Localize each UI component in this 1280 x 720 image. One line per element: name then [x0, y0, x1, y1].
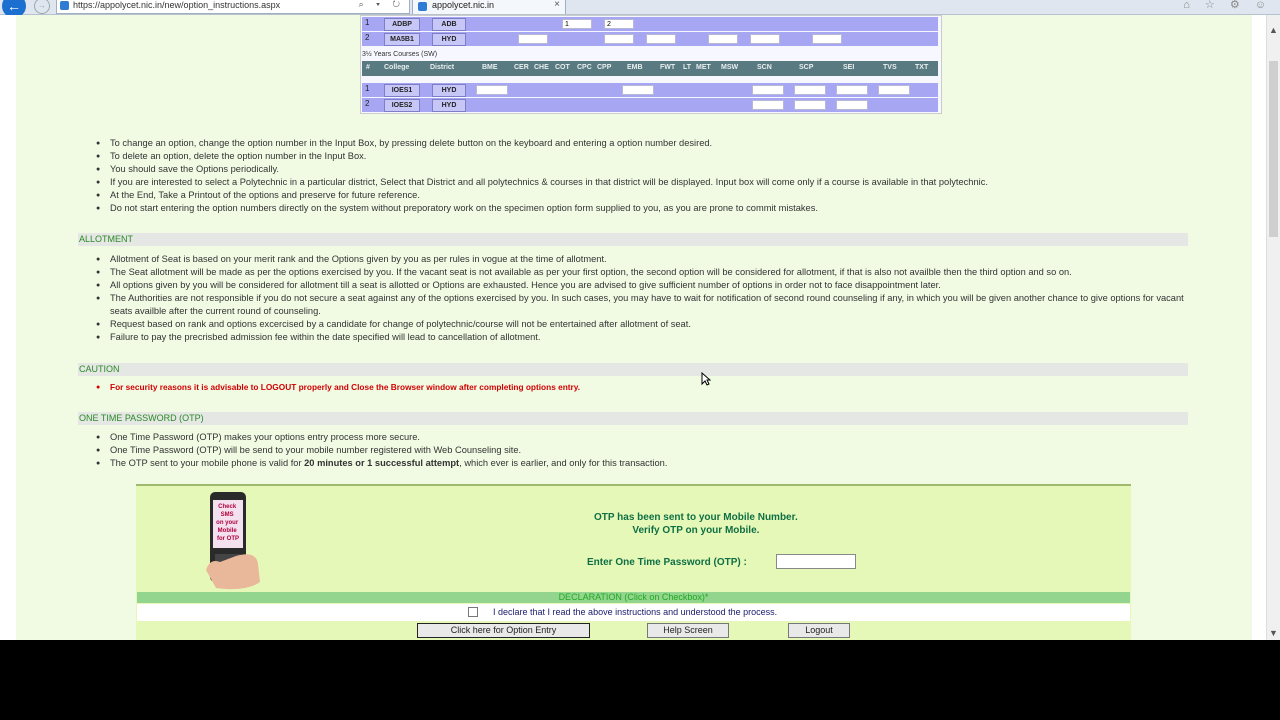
district-code: HYD	[432, 99, 466, 112]
option-input[interactable]	[836, 85, 868, 95]
section-title: ALLOTMENT	[79, 234, 134, 244]
list-item: ● One Time Password (OTP) will be send to your mobile number registered with Web Counseling site.	[96, 444, 1186, 457]
otp-heading	[78, 412, 1188, 425]
tab-title: appolycet.nic.in	[432, 0, 495, 10]
list-item: ● Failure to pay the precrisbed admission fee within the date specified will lead to cancellation of allotment.	[96, 331, 1186, 344]
grid2-header	[362, 61, 938, 76]
option-input[interactable]	[752, 85, 784, 95]
list-item: ● One Time Password (OTP) makes your options entry process more secure.	[96, 431, 1186, 444]
logout-button[interactable]: Logout	[788, 623, 850, 638]
caution-heading	[78, 363, 1188, 376]
list-item: ● Request based on rank and options excercised by a candidate for change of polytechnic/course will not be entertained after allotment of seat.	[96, 318, 1186, 331]
declaration-checkbox[interactable]	[468, 607, 478, 617]
declaration-heading: DECLARATION (Click on Checkbox)*	[137, 592, 1130, 603]
col-header: CPC	[577, 64, 592, 71]
row-number: 2	[365, 33, 370, 42]
list-item: ● You should save the Options periodically.	[96, 163, 1206, 176]
grid2-caption: 3½ Years Courses (SW)	[362, 51, 438, 58]
phone-text-line: for OTP	[217, 536, 239, 542]
college-code: MA5B1	[384, 33, 420, 46]
caution-item: ● For security reasons it is advisable to LOGOUT properly and Close the Browser window after completing options entry.	[96, 381, 1186, 394]
otp-list	[96, 431, 1186, 470]
option-input[interactable]	[622, 85, 654, 95]
phone-text-line: Mobile	[217, 528, 237, 534]
option-input[interactable]	[794, 85, 826, 95]
col-header: CHE	[534, 64, 549, 71]
address-bar[interactable]	[56, 0, 410, 14]
col-header: MET	[696, 64, 711, 71]
otp-validity-bold: 20 minutes or 1 successful attempt	[304, 458, 460, 468]
address-tools[interactable]: ⌕ ▾ ↻	[358, 0, 405, 9]
scrollbar-thumb[interactable]	[1269, 61, 1278, 237]
page-viewport	[0, 15, 1266, 640]
list-item: ● Allotment of Seat is based on your merit rank and the Options given by you as per rules in vogue at the time of allotment.	[96, 253, 1186, 266]
svg-text:Check SMS	[216, 504, 240, 542]
list-item: ● To delete an option, delete the option number in the Input Box.	[96, 150, 1206, 163]
option-input[interactable]	[604, 34, 634, 44]
section-title: ONE TIME PASSWORD (OTP)	[79, 413, 204, 423]
scroll-down-icon[interactable]: ▼	[1269, 628, 1278, 638]
back-icon[interactable]: ←	[2, 0, 26, 18]
phone-text-line: on your	[216, 520, 239, 526]
college-code: ADBP	[384, 18, 420, 31]
option-input[interactable]	[646, 34, 676, 44]
allotment-list	[96, 253, 1186, 344]
help-screen-button[interactable]: Help Screen	[647, 623, 729, 638]
row-number: 1	[365, 84, 370, 93]
option-grid	[360, 15, 942, 114]
district-code: HYD	[432, 84, 466, 97]
option-input[interactable]	[812, 34, 842, 44]
address-url[interactable]: https://appolycet.nic.in/new/option_instructions.aspx	[73, 0, 281, 10]
option-input[interactable]	[878, 85, 910, 95]
list-item: ● If you are interested to select a Polytechnic in a particular district, Select that District and all polytechnics & courses in that district will be displayed. Input box will come only if a course is available in that polytechnic.	[96, 176, 1206, 189]
col-header: SEI	[843, 64, 855, 71]
option-input[interactable]	[476, 85, 508, 95]
forward-icon[interactable]: →	[34, 0, 50, 14]
col-header: CPP	[597, 64, 612, 71]
otp-validity-suffix: , which ever is earlier, and only for this transaction.	[459, 458, 668, 468]
page-content	[16, 15, 1252, 640]
option-input[interactable]: 2	[604, 19, 634, 29]
option-input[interactable]	[518, 34, 548, 44]
col-header: College	[384, 64, 410, 71]
option-input[interactable]	[752, 100, 784, 110]
otp-message-line: OTP has been sent to your Mobile Number.	[594, 512, 798, 523]
otp-label: Enter One Time Password (OTP) :	[587, 557, 747, 568]
col-header: District	[430, 64, 455, 71]
district-code: HYD	[432, 33, 466, 46]
otp-panel	[136, 484, 1131, 640]
list-item	[96, 457, 1186, 470]
phone-text-line: SMS	[220, 512, 234, 518]
option-input[interactable]	[708, 34, 738, 44]
scroll-up-icon[interactable]: ▲	[1269, 25, 1278, 35]
phone-text-line: Check	[218, 504, 237, 510]
caution-list	[96, 381, 1186, 394]
college-code: IOES1	[384, 84, 420, 97]
browser-tools-icons[interactable]: ⌂ ☆ ⚙ ☺	[1183, 0, 1272, 11]
col-header: TXT	[915, 64, 929, 71]
declaration-row	[137, 604, 1130, 621]
col-header: MSW	[721, 64, 739, 71]
vertical-scrollbar[interactable]	[1266, 15, 1280, 640]
section-title: CAUTION	[79, 364, 120, 374]
col-header: CER	[514, 64, 529, 71]
instructions-list	[96, 137, 1206, 215]
col-header: SCP	[799, 64, 814, 71]
list-item: ● All options given by you will be considered for allotment till a seat is allotted or Options are exhausted. Hence you are advised to give sufficient number of options in order not to face disappointment later.	[96, 279, 1186, 292]
mouse-pointer-icon	[701, 372, 711, 386]
allotment-heading	[78, 233, 1188, 246]
list-item: ● The Seat allotment will be made as per the options exercised by you. If the vacant seat is not available as per your first option, the second option will be considered for allotment, if that is also not availble then the third option and so on.	[96, 266, 1186, 279]
grid2-row-1	[362, 83, 938, 97]
row-number: 2	[365, 99, 370, 108]
list-item: ● To change an option, change the option number in the Input Box, by pressing delete button on the keyboard and entering a option number desired.	[96, 137, 1206, 150]
option-input[interactable]	[794, 100, 826, 110]
list-item: ● At the End, Take a Printout of the options and preserve for future reference.	[96, 189, 1206, 202]
district-code: ADB	[432, 18, 466, 31]
college-code: IOES2	[384, 99, 420, 112]
col-header: #	[366, 64, 370, 71]
col-header: COT	[555, 64, 570, 71]
row-number: 1	[365, 18, 370, 27]
option-entry-button[interactable]: Click here for Option Entry	[417, 623, 590, 638]
browser-toolbar	[0, 0, 1280, 15]
option-input[interactable]	[750, 34, 780, 44]
col-header: EMB	[627, 64, 643, 71]
site-favicon-icon	[60, 1, 69, 10]
col-header: FWT	[660, 64, 676, 71]
col-header: BME	[482, 64, 498, 71]
grid2-row-2	[362, 98, 938, 112]
col-header: LT	[683, 64, 692, 71]
otp-validity-prefix: The OTP sent to your mobile phone is valid for	[110, 458, 305, 468]
list-item: ● Do not start entering the option numbers directly on the system without preporatory work on the specimen option form supplied to you, as you are prone to commit mistakes.	[96, 202, 1206, 215]
otp-input[interactable]	[776, 554, 856, 569]
tab-appolycet[interactable]	[412, 0, 566, 14]
option-input[interactable]	[836, 100, 868, 110]
otp-sent-message	[594, 511, 798, 537]
mobile-phone-icon	[206, 492, 264, 590]
col-header: TVS	[883, 64, 897, 71]
declaration-text: I declare that I read the above instructions and understood the process.	[493, 607, 778, 617]
col-header: SCN	[757, 64, 772, 71]
option-input[interactable]: 1	[562, 19, 592, 29]
list-item: ● The Authorities are not responsible if you do not secure a seat against any of the options exercised by you. In such cases, you may have to wait for notification of second round counseling if any, in which you will be given another chance to give options for vacant seats availble after the current round of counseling.	[96, 292, 1186, 318]
otp-message-line: Verify OTP on your Mobile.	[632, 525, 760, 536]
grid1-row-1	[362, 17, 938, 31]
close-tab-icon[interactable]: ×	[554, 0, 560, 10]
grid1-row-2	[362, 32, 938, 46]
tab-favicon-icon	[418, 2, 427, 11]
